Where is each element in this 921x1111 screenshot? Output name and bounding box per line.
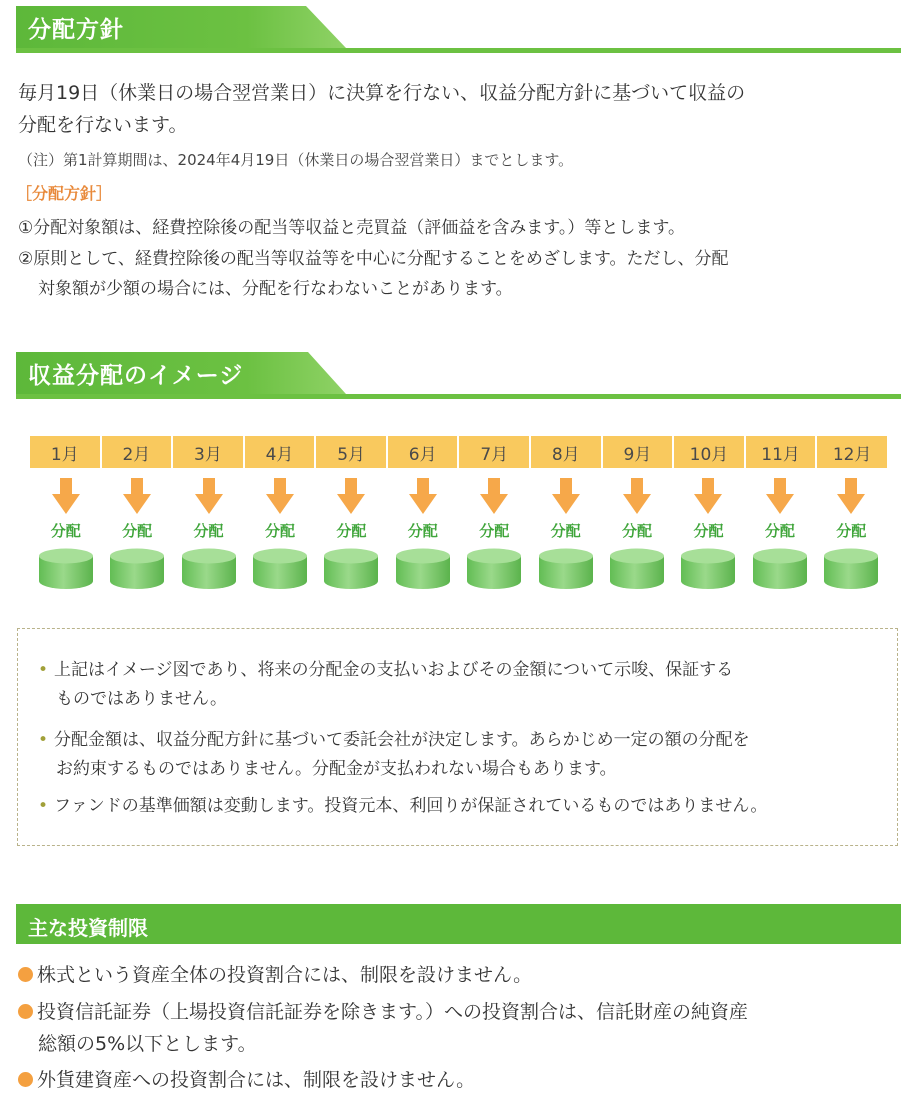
down-arrow-icon: [480, 478, 508, 514]
month-cell: 11月: [744, 436, 816, 468]
header-underline: [16, 48, 901, 53]
cylinder-icon: [181, 548, 237, 590]
down-arrow-icon: [266, 478, 294, 514]
disclaimer-item-3: [38, 792, 767, 820]
down-arrow-icon: [623, 478, 651, 514]
restriction-item-2-cont: 総額の5%以下とします。: [38, 1033, 257, 1055]
disclaimer-box: [17, 628, 898, 846]
month-cell: 8月: [529, 436, 601, 468]
distribution-label: 分配: [836, 522, 867, 540]
restriction-item-1-text: 株式という資産全体の投資割合には、制限を設けません。: [37, 964, 533, 986]
cylinder-icon: [538, 548, 594, 590]
disclaimer-item-1: [38, 656, 733, 684]
month-cell: 1月: [30, 436, 100, 468]
bullet-icon: •: [38, 660, 49, 680]
cylinder-icon: [395, 548, 451, 590]
disclaimer-item-2-line1: 分配金額は、収益分配方針に基づいて委託会社が決定します。あらかじめ一定の額の分配を: [54, 730, 750, 750]
section-header-distribution-image: [16, 352, 901, 398]
header-underline: [16, 394, 901, 399]
down-arrow-icon: [694, 478, 722, 514]
policy-item-2-line2: 対象額が少額の場合には、分配を行なわないことがあります。: [38, 279, 513, 299]
down-arrow-icon: [837, 478, 865, 514]
down-arrow-icon: [123, 478, 151, 514]
down-arrow-icon: [52, 478, 80, 514]
restriction-item-3-text: 外貨建資産への投資割合には、制限を設けません。: [37, 1069, 476, 1091]
section-header-distribution-policy: [16, 6, 901, 52]
distribution-label: 分配: [550, 522, 581, 540]
distribution-label: 分配: [50, 522, 81, 540]
distribution-label: 分配: [336, 522, 367, 540]
disclaimer-item-2-cont: お約束するものではありません。分配金が支払われない場合もあります。: [56, 759, 617, 779]
cylinder-icon: [109, 548, 165, 590]
distribution-label: 分配: [407, 522, 438, 540]
month-row: [30, 436, 887, 468]
down-arrow-icon: [195, 478, 223, 514]
month-cell: 5月: [314, 436, 386, 468]
distribution-label: 分配: [264, 522, 295, 540]
month-cell: 2月: [100, 436, 172, 468]
down-arrow-icon: [766, 478, 794, 514]
bullet-icon: •: [38, 796, 49, 816]
policy-note: （注）第1計算期間は、2024年4月19日（休業日の場合翌営業日）までとします。: [18, 151, 574, 169]
distribution-label: 分配: [693, 522, 724, 540]
down-arrow-icon: [552, 478, 580, 514]
cylinder-icon: [752, 548, 808, 590]
month-cell: 7月: [457, 436, 529, 468]
distribution-label: 分配: [122, 522, 153, 540]
month-cell: 9月: [601, 436, 673, 468]
cylinder-icon: [823, 548, 879, 590]
cylinder-icon: [609, 548, 665, 590]
orange-bullet-icon: [18, 1004, 33, 1019]
cylinder-icon: [323, 548, 379, 590]
restriction-item-2-line1: 投資信託証券（上場投資信託証券を除きます。）への投資割合は、信託財産の純資産: [37, 1001, 748, 1023]
section-title: 主な投資制限: [28, 916, 148, 940]
month-cell: 10月: [672, 436, 744, 468]
policy-item-2-line1: ②原則として、経費控除後の配当等収益等を中心に分配することをめざします。ただし、分配: [18, 249, 729, 269]
distribution-label: 分配: [479, 522, 510, 540]
orange-bullet-icon: [18, 967, 33, 982]
down-arrow-icon: [337, 478, 365, 514]
section-title: 収益分配のイメージ: [28, 363, 244, 389]
section-title: 分配方針: [28, 17, 124, 43]
section-header-investment-restrictions: [16, 904, 901, 944]
month-cell: 12月: [815, 436, 887, 468]
month-cell: 6月: [386, 436, 458, 468]
policy-item-1: ①分配対象額は、経費控除後の配当等収益と売買益（評価益を含みます。）等とします。: [18, 218, 686, 238]
distribution-label: 分配: [764, 522, 795, 540]
month-cell: 4月: [243, 436, 315, 468]
down-arrow-icon: [409, 478, 437, 514]
distribution-label: 分配: [622, 522, 653, 540]
restriction-item-1: [18, 960, 532, 990]
restriction-item-2: [18, 997, 748, 1027]
disclaimer-item-2: [38, 726, 750, 754]
bullet-icon: •: [38, 730, 49, 750]
policy-body-line2: 分配を行ないます。: [18, 114, 188, 136]
month-cell: 3月: [171, 436, 243, 468]
cylinder-icon: [38, 548, 94, 590]
cylinder-icon: [252, 548, 308, 590]
restriction-item-3: [18, 1065, 475, 1095]
orange-bullet-icon: [18, 1072, 33, 1087]
distribution-label: 分配: [193, 522, 224, 540]
policy-subheading: ［分配方針］: [16, 184, 113, 203]
disclaimer-item-1-cont: ものではありません。: [56, 689, 228, 709]
policy-body-line1: 毎月19日（休業日の場合翌営業日）に決算を行ない、収益分配方針に基づいて収益の: [18, 82, 746, 104]
cylinder-icon: [680, 548, 736, 590]
cylinder-icon: [466, 548, 522, 590]
disclaimer-item-1-line1: 上記はイメージ図であり、将来の分配金の支払いおよびその金額について示唆、保証する: [54, 660, 734, 680]
disclaimer-item-3-text: ファンドの基準価額は変動します。投資元本、利回りが保証されているものではありません。: [54, 796, 768, 816]
